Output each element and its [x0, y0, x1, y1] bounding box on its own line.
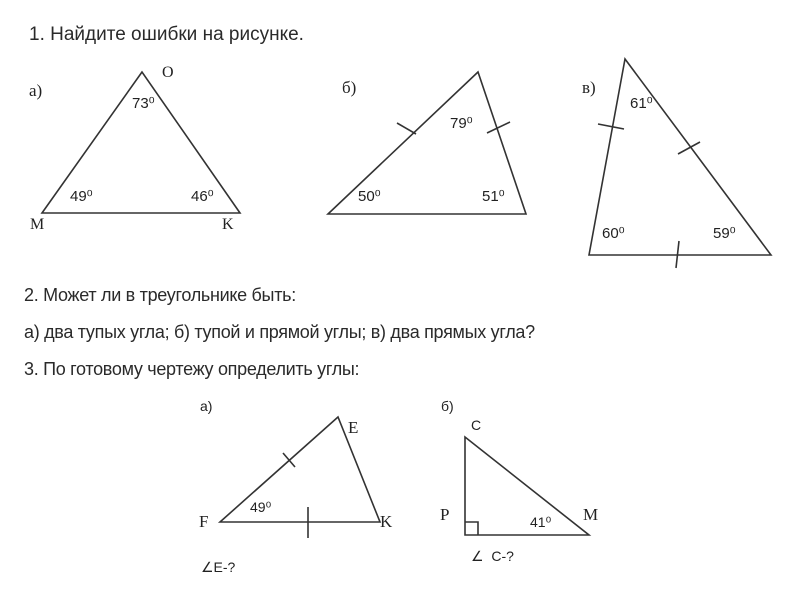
- vertex-k2: K: [380, 512, 393, 531]
- angle-k: 46⁰: [191, 188, 214, 205]
- angle-m: 49⁰: [70, 188, 93, 205]
- vertex-c: C: [471, 417, 482, 433]
- question-angle-e: ∠E-?: [201, 559, 236, 575]
- task3-title: 3. По готовому чертежу определить углы:: [24, 359, 360, 379]
- vertex-o: O: [162, 64, 174, 81]
- figure-label-1b: б): [342, 78, 357, 97]
- vertex-m2: M: [583, 505, 599, 524]
- angle-51: 51⁰: [482, 188, 505, 205]
- task2-options: а) два тупых угла; б) тупой и прямой углы; в) два прямых угла?: [24, 322, 535, 342]
- angle-50: 50⁰: [358, 188, 381, 205]
- angle-79: 79⁰: [450, 115, 473, 132]
- angle-61: 61⁰: [630, 95, 653, 112]
- vertex-k: K: [222, 216, 234, 233]
- figure-label-1a: а): [29, 81, 43, 100]
- figure-label-3b: б): [441, 398, 454, 414]
- angle-60: 60⁰: [602, 225, 625, 242]
- task1-title: 1. Найдите ошибки на рисунке.: [29, 24, 304, 45]
- task2-title: 2. Может ли в треугольнике быть:: [24, 285, 296, 305]
- tick-mark: [397, 123, 416, 134]
- vertex-p: P: [440, 505, 450, 524]
- tick-mark: [598, 124, 624, 129]
- vertex-m: M: [30, 216, 45, 233]
- figure-label-1c: в): [582, 78, 596, 97]
- figure-label-3a: а): [200, 398, 213, 414]
- triangle-3b: [465, 437, 589, 535]
- right-angle-mark: [465, 522, 478, 535]
- angle-o: 73⁰: [132, 95, 155, 112]
- question-angle-c: ∠ C-?: [471, 548, 514, 564]
- angle-m2: 41⁰: [530, 514, 552, 530]
- vertex-f: F: [199, 512, 209, 531]
- angle-59: 59⁰: [713, 225, 736, 242]
- angle-f: 49⁰: [250, 499, 272, 515]
- vertex-e: E: [348, 418, 359, 437]
